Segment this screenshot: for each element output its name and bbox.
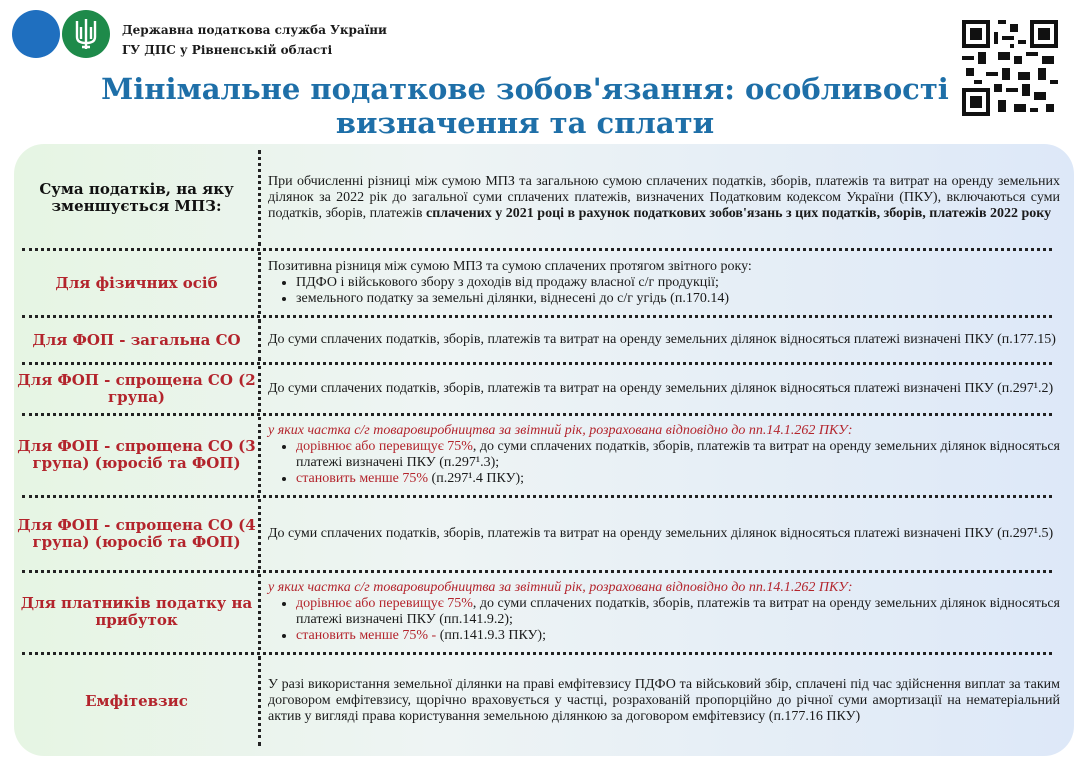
condition-text: дорівнює або перевищує 75%	[296, 596, 473, 611]
row-separator	[22, 362, 1052, 365]
row-intro: у яких частка с/г товаровиробництва за звітний рік, розрахована відповідно до пп.14.1.262 ПКУ:	[268, 423, 853, 438]
condition-rest: (п.297¹.4 ПКУ);	[428, 471, 525, 486]
row-separator	[22, 495, 1052, 498]
row-content	[268, 366, 1060, 412]
row-label: Для фізичних осіб	[55, 273, 218, 292]
row-content	[268, 319, 1060, 361]
vertical-divider	[258, 150, 261, 246]
vertical-divider	[258, 499, 261, 569]
row-intro: у яких частка с/г товаровиробництва за звітний рік, розрахована відповідно до пп.14.1.262 ПКУ:	[268, 580, 853, 595]
row-label: Сума податків, на яку зменшується МПЗ:	[39, 180, 234, 215]
row-label: Для ФОП - спрощена СО (2 група)	[17, 371, 256, 406]
list-item: • ПДФО і військового збору з доходів від продажу власної с/г продукції;	[296, 275, 1060, 291]
row-individuals	[14, 252, 1074, 314]
row-label: Для ФОП - спрощена СО (3 група) (юросіб та ФОП)	[17, 437, 256, 472]
row-separator	[22, 248, 1052, 251]
row-text: До суми сплачених податків, зборів, платежів та витрат на оренду земельних ділянок відносяться платежі визначені ПКУ (п.297¹.5)	[268, 526, 1054, 541]
condition-rest: , до суми сплачених податків, зборів, платежів та витрат на оренду земельних ділянок відносяться платежі визначені ПКУ (пп.141.9.2);	[296, 596, 1060, 627]
row-fop-group3	[14, 417, 1074, 493]
vertical-divider	[258, 417, 261, 493]
vertical-divider	[258, 656, 261, 746]
row-tax-sum	[14, 150, 1074, 246]
list-item	[296, 596, 1060, 628]
row-content	[268, 252, 1060, 314]
row-label: Для ФОП - загальна СО	[32, 330, 241, 349]
row-label: Емфітевзис	[85, 691, 188, 710]
trident-emblem-icon	[62, 10, 110, 58]
row-profit-tax	[14, 574, 1074, 650]
list-item: • земельного податку за земельні ділянки, віднесені до с/г угідь (п.170.14)	[296, 291, 1060, 307]
org-line-2: ГУ ДПС у Рівненській області	[122, 43, 333, 57]
row-content	[268, 499, 1060, 569]
row-text: При обчисленні різниці між сумою МПЗ та загальною сумою сплачених податків, зборів, платежів та витрат на оренду земельних ділянок за 2022 рік до загальної суми сплачених платежів, визначених Податковим кодексом України (ПКУ), включаються суми податків, зборів, платежів	[268, 174, 1060, 221]
row-text: До суми сплачених податків, зборів, платежів та витрат на оренду земельних ділянок відносяться платежі визначені ПКУ (п.297¹.2)	[268, 381, 1054, 396]
condition-rest: , до суми сплачених податків, зборів, платежів та витрат на оренду земельних ділянок відносяться платежі визначені ПКУ (п.297¹.3);	[296, 439, 1060, 470]
row-label: Для ФОП - спрощена СО (4 група) (юросіб та ФОП)	[17, 516, 256, 551]
org-line-1: Державна податкова служба України	[122, 23, 387, 37]
title-line-1: Мінімальне податкове зобов'язання: особливості	[101, 72, 949, 106]
row-separator	[22, 570, 1052, 573]
vertical-divider	[258, 252, 261, 314]
row-text: До суми сплачених податків, зборів, платежів та витрат на оренду земельних ділянок відносяться платежі визначені ПКУ (п.177.15)	[268, 332, 1056, 347]
row-text: У разі використання земельної ділянки на праві емфітевзису ПДФО та військовий збір, сплачені під час здійснення виплат за таким договором емфітевзису, щорічно враховується у частці, розрахованій пропорційно до річної суми амортизації на нематеріальний актив у вигляді права користування земельною ділянкою за договором емфітевзису (п.177.16 ПКУ)	[268, 677, 1060, 724]
condition-rest: (пп.141.9.3 ПКУ);	[436, 628, 546, 643]
list-item	[296, 628, 1060, 644]
condition-text: становить менше 75% -	[296, 628, 437, 643]
row-fop-group4	[14, 499, 1074, 569]
list-item	[296, 439, 1060, 471]
page-title	[100, 72, 950, 140]
row-label: Для платників податку на прибуток	[20, 594, 253, 629]
row-fop-group2	[14, 366, 1074, 412]
vertical-divider	[258, 574, 261, 650]
row-emphyteusis	[14, 656, 1074, 746]
list-item	[296, 471, 1060, 487]
row-separator	[22, 413, 1052, 416]
row-content	[268, 656, 1060, 746]
title-line-2: визначення та сплати	[335, 106, 715, 140]
vertical-divider	[258, 319, 261, 361]
vertical-divider	[258, 366, 261, 412]
row-separator	[22, 652, 1052, 655]
row-separator	[22, 315, 1052, 318]
row-intro: Позитивна різниця між сумою МПЗ та сумою сплачених протягом звітного року:	[268, 259, 752, 274]
condition-text: становить менше 75%	[296, 471, 429, 486]
row-text-bold: сплачених у 2021 році в рахунок податкових зобов'язань з цих податків, зборів, платежів 2022 року	[425, 206, 1052, 221]
qr-code-icon	[962, 20, 1058, 116]
organization-name	[122, 20, 387, 60]
dps-logo-circle	[12, 10, 60, 58]
condition-text: дорівнює або перевищує 75%	[296, 439, 473, 454]
row-content	[268, 150, 1060, 246]
row-content	[268, 417, 1060, 493]
row-fop-general	[14, 319, 1074, 361]
row-content	[268, 574, 1060, 650]
